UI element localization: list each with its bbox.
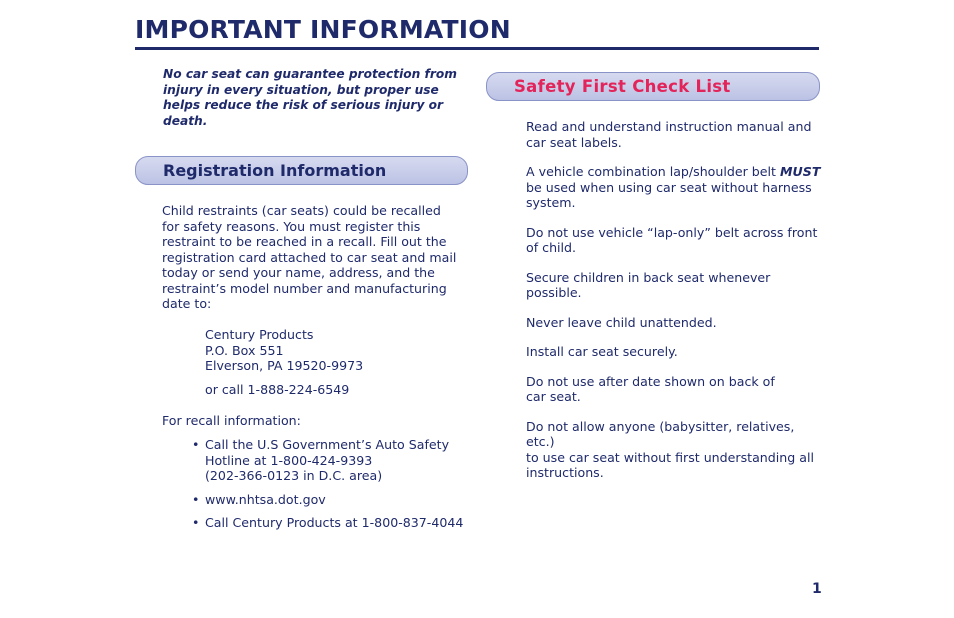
bullet-icon: • — [192, 437, 200, 452]
checklist-text: A vehicle combination lap/shoulder belt — [526, 164, 780, 179]
phone-line: or call 1-888-224-6549 — [205, 382, 350, 397]
list-item — [526, 374, 826, 405]
bullet-icon: • — [192, 515, 200, 530]
address-line: Century Products — [205, 327, 314, 342]
safety-heading: Safety First Check List — [486, 72, 820, 101]
page-number: 1 — [812, 581, 822, 597]
bullet-text: (202-366-0123 in D.C. area) — [205, 468, 383, 483]
registration-paragraph: Child restraints (car seats) could be recalled for safety reasons. You must register this restraint to be reached in a recall. Fill out the registration card attached to car seat and mail today or send your name, address, and the restraint’s model number and manufacturing date to: — [162, 203, 457, 311]
checklist-line: Do not allow anyone (babysitter, relatives, etc.) — [526, 418, 795, 449]
checklist-line: Do not use after date shown on back of — [526, 373, 775, 389]
checklist-line: Do not use vehicle “lap-only” belt across front — [526, 224, 818, 240]
checklist-line: Read and understand instruction manual and — [526, 119, 812, 134]
recall-bullet-list — [190, 437, 480, 539]
bullet-text: Call Century Products at 1-800-837-4044 — [205, 515, 464, 530]
list-item — [526, 225, 826, 256]
checklist-line: car seat labels. — [526, 134, 622, 150]
checklist-line: to use car seat without first understanding all — [526, 449, 814, 465]
list-item — [526, 270, 826, 301]
bullet-text: Call the U.S Government’s Auto Safety — [205, 437, 450, 452]
address-line: Elverson, PA 19520-9973 — [205, 358, 364, 373]
list-item — [526, 419, 826, 481]
list-item — [190, 437, 480, 484]
checklist-line: car seat. — [526, 389, 581, 404]
list-item — [526, 344, 826, 360]
emphasis-must: MUST — [779, 164, 821, 179]
page-title: IMPORTANT INFORMATION — [135, 14, 819, 50]
list-item — [190, 515, 480, 531]
list-item — [526, 315, 826, 331]
checklist-line: Install car seat securely. — [526, 344, 678, 359]
checklist-line: Secure children in back seat whenever possible. — [526, 269, 771, 300]
list-item — [526, 164, 826, 211]
checklist-line: system. — [526, 195, 576, 210]
checklist-line: instructions. — [526, 465, 604, 480]
mailing-address — [205, 327, 465, 374]
safety-checklist — [526, 119, 826, 495]
address-line: P.O. Box 551 — [205, 342, 284, 358]
bullet-text: Hotline at 1-800-424-9393 — [205, 452, 373, 468]
checklist-line: Never leave child unattended. — [526, 314, 717, 330]
list-item — [526, 119, 826, 150]
recall-label: For recall information: — [162, 413, 301, 428]
bullet-text: www.nhtsa.dot.gov — [205, 491, 326, 507]
checklist-line: be used when using car seat without harness — [526, 179, 812, 195]
checklist-line — [526, 164, 826, 180]
list-item — [190, 492, 480, 508]
bullet-icon: • — [192, 491, 200, 507]
intro-warning: No car seat can guarantee protection from injury in every situation, but proper use helps reduce the risk of serious injury or death. — [163, 67, 457, 128]
checklist-line: of child. — [526, 240, 577, 255]
registration-heading: Registration Information — [135, 156, 468, 185]
